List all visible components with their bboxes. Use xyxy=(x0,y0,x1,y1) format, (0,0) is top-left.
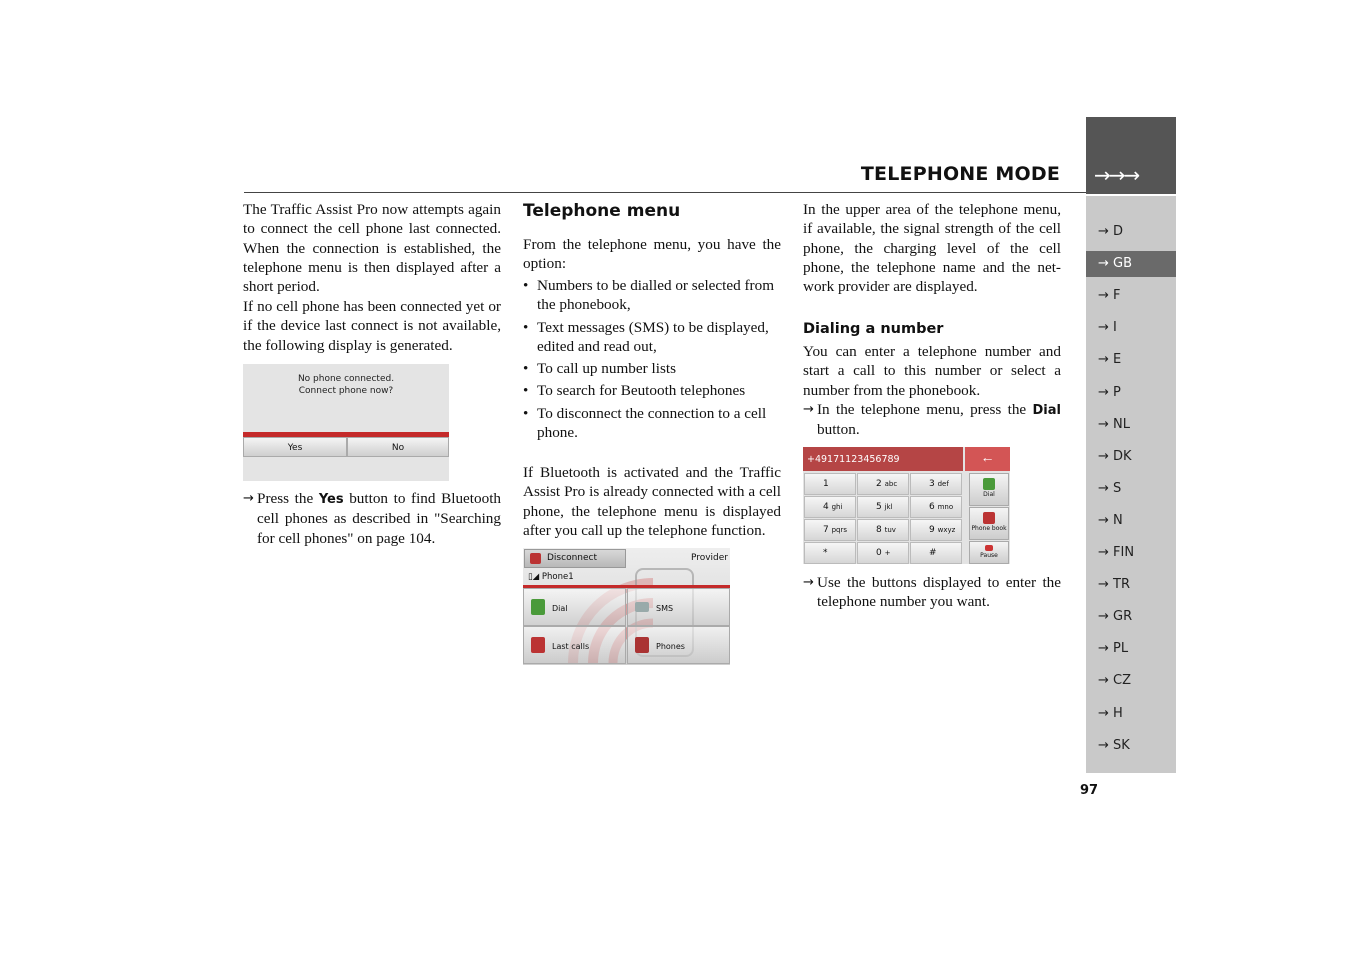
language-item[interactable]: → H xyxy=(1098,705,1123,721)
language-item[interactable]: → PL xyxy=(1098,641,1129,657)
instruction-text: Press the xyxy=(257,490,319,507)
disconnect-button[interactable] xyxy=(524,549,626,568)
option-item: • To search for Beutooth telephones xyxy=(523,381,781,400)
language-item[interactable]: → F xyxy=(1098,288,1121,304)
header-divider xyxy=(244,192,1086,193)
dialog-line-1: No phone connected. xyxy=(297,374,395,384)
language-item[interactable]: → E xyxy=(1098,352,1122,368)
key-digit: 3 xyxy=(929,479,935,489)
keypad-screenshot xyxy=(803,447,1010,564)
language-item[interactable]: → GR xyxy=(1098,609,1133,625)
key-letters: mno xyxy=(937,503,954,511)
yes-button-label: Yes xyxy=(318,492,344,507)
telephone-menu-screenshot xyxy=(523,548,730,665)
page-title: TELEPHONE MODE xyxy=(860,163,1060,185)
dialing-heading: Dialing a number xyxy=(803,321,944,337)
dial-label: Dial xyxy=(983,491,995,498)
arrow-icon: → xyxy=(803,575,814,590)
option-list xyxy=(523,276,781,445)
key-digit: 1 xyxy=(823,479,829,489)
intro-paragraph: The Traffic Assist Pro now attempts again to connect the cell phone last connected. When the connection is established, the telephone menu is then displayed after a short period. xyxy=(243,201,501,296)
language-item[interactable]: → P xyxy=(1098,384,1121,400)
dialog-line-2: Connect phone now? xyxy=(298,386,394,396)
sms-button[interactable] xyxy=(627,588,730,626)
language-item[interactable]: → NL xyxy=(1098,416,1130,432)
language-item[interactable]: → SK xyxy=(1098,737,1130,753)
no-phone-dialog-screenshot xyxy=(243,364,449,481)
key-digit: # xyxy=(929,548,937,558)
phones-label: Phones xyxy=(656,642,685,651)
last-calls-button[interactable] xyxy=(523,626,626,664)
key-digit: 0 xyxy=(876,548,882,558)
language-item[interactable]: → GB xyxy=(1086,251,1176,277)
pause-label: Pause xyxy=(980,552,998,559)
phone-book-button[interactable] xyxy=(969,507,1009,540)
key-digit: 9 xyxy=(929,525,935,535)
instruction-text: In the telephone menu, press the xyxy=(817,401,1033,418)
page-number: 97 xyxy=(1080,783,1099,798)
yes-instruction xyxy=(243,489,501,548)
key-letters: abc xyxy=(884,480,898,488)
dial-button-label: Dial xyxy=(1032,403,1061,418)
option-item: • To disconnect the connection to a cell phone. xyxy=(523,404,781,443)
yes-button[interactable]: Yes xyxy=(243,437,347,457)
dial-button[interactable] xyxy=(969,473,1009,506)
dial-instruction xyxy=(803,400,1061,440)
sms-icon xyxy=(635,602,649,612)
dialing-paragraph: You can enter a telephone number and start a call to this number or select a number from the phonebook. xyxy=(803,343,1061,399)
key-letters: pqrs xyxy=(831,526,848,534)
language-item[interactable]: → I xyxy=(1098,320,1117,336)
phones-button[interactable] xyxy=(627,626,730,664)
key-digit: 7 xyxy=(823,525,829,535)
bluetooth-paragraph: If Bluetooth is activated and the Traffic Assist Pro is already connected with a cell phone, the telephone menu is displayed after you call up the telephone function. xyxy=(523,464,781,539)
disconnect-label: Disconnect xyxy=(547,553,597,563)
keypad-key[interactable] xyxy=(804,542,856,564)
keypad-key[interactable] xyxy=(857,519,909,541)
dial-button[interactable] xyxy=(523,588,626,626)
phones-icon xyxy=(635,637,649,653)
number-display: +49171123456789 xyxy=(803,447,963,471)
telephone-menu-heading: Telephone menu xyxy=(523,201,681,221)
menu-intro: From the telephone menu, you have the option: xyxy=(523,236,781,273)
language-item[interactable]: → D xyxy=(1098,224,1124,239)
option-item: • Text messages (SMS) to be displayed, edited and read out, xyxy=(523,318,781,357)
keypad-key[interactable] xyxy=(804,473,856,495)
dialog-message xyxy=(243,373,449,397)
phone-book-icon xyxy=(983,512,995,524)
key-letters: + xyxy=(884,549,891,557)
keypad-key[interactable] xyxy=(910,496,962,518)
last-calls-label: Last calls xyxy=(552,642,590,651)
language-item[interactable]: → S xyxy=(1098,480,1122,496)
key-digit: 5 xyxy=(876,502,882,512)
option-item: • To call up number lists xyxy=(523,359,781,378)
language-item[interactable]: → TR xyxy=(1098,577,1130,593)
backspace-button[interactable]: ← xyxy=(965,447,1010,471)
phone-name: Phone1 xyxy=(541,572,574,582)
phone-book-label: Phone book xyxy=(971,525,1007,532)
pause-icon xyxy=(985,545,993,551)
language-item[interactable]: → N xyxy=(1098,512,1123,528)
keypad-key[interactable] xyxy=(910,519,962,541)
sms-label: SMS xyxy=(656,604,674,613)
upper-area-paragraph: In the upper area of the telephone menu, if available, the signal strength of the cell phone, the charging level of the cell phone, the telephone name and the net-work provider are displayed. xyxy=(803,201,1061,296)
language-item[interactable]: → FIN xyxy=(1098,545,1135,560)
key-letters: jkl xyxy=(884,503,893,511)
key-digit: 2 xyxy=(876,479,882,489)
header-arrows: →→→ xyxy=(1094,163,1139,187)
arrow-icon: → xyxy=(803,402,814,417)
language-item[interactable]: → CZ xyxy=(1098,673,1132,689)
key-digit: 6 xyxy=(929,502,935,512)
key-digit: 4 xyxy=(823,502,829,512)
key-digit: * xyxy=(823,548,828,558)
keypad-key[interactable] xyxy=(857,473,909,495)
dial-icon xyxy=(531,599,545,615)
dial-label: Dial xyxy=(552,604,568,613)
arrow-icon: → xyxy=(243,491,254,506)
key-letters: wxyz xyxy=(937,526,956,534)
dial-icon xyxy=(983,478,995,490)
keypad-key[interactable] xyxy=(804,519,856,541)
keypad-key[interactable] xyxy=(804,496,856,518)
enter-number-instruction xyxy=(803,573,1061,612)
last-calls-icon xyxy=(531,637,545,653)
provider-label: Provider xyxy=(690,553,728,563)
disconnect-icon xyxy=(530,553,541,564)
no-button[interactable]: No xyxy=(347,437,449,457)
instruction-text: Use the buttons displayed to enter the telephone number you want. xyxy=(817,574,1061,611)
keypad-key[interactable] xyxy=(910,473,962,495)
instruction-text: button to find Bluetooth cell phones as described in "Searching for cell phones" on page 104. xyxy=(257,490,502,547)
phone-status xyxy=(528,572,574,582)
language-item[interactable]: → DK xyxy=(1098,448,1132,464)
key-digit: 8 xyxy=(876,525,882,535)
keypad-key[interactable] xyxy=(857,496,909,518)
key-letters: tuv xyxy=(884,526,896,534)
key-letters: ghi xyxy=(831,503,843,511)
key-letters: def xyxy=(937,480,949,488)
option-item: • Numbers to be dialled or selected from the phonebook, xyxy=(523,276,781,315)
signal-icon: ▯◢ xyxy=(528,572,542,582)
no-phone-paragraph: If no cell phone has been connected yet or if the device last connect is not available, the following display is generated. xyxy=(243,298,501,354)
keypad-key[interactable] xyxy=(910,542,962,564)
pause-button[interactable] xyxy=(969,541,1009,564)
keypad-key[interactable] xyxy=(857,542,909,564)
instruction-text: button. xyxy=(817,421,860,439)
